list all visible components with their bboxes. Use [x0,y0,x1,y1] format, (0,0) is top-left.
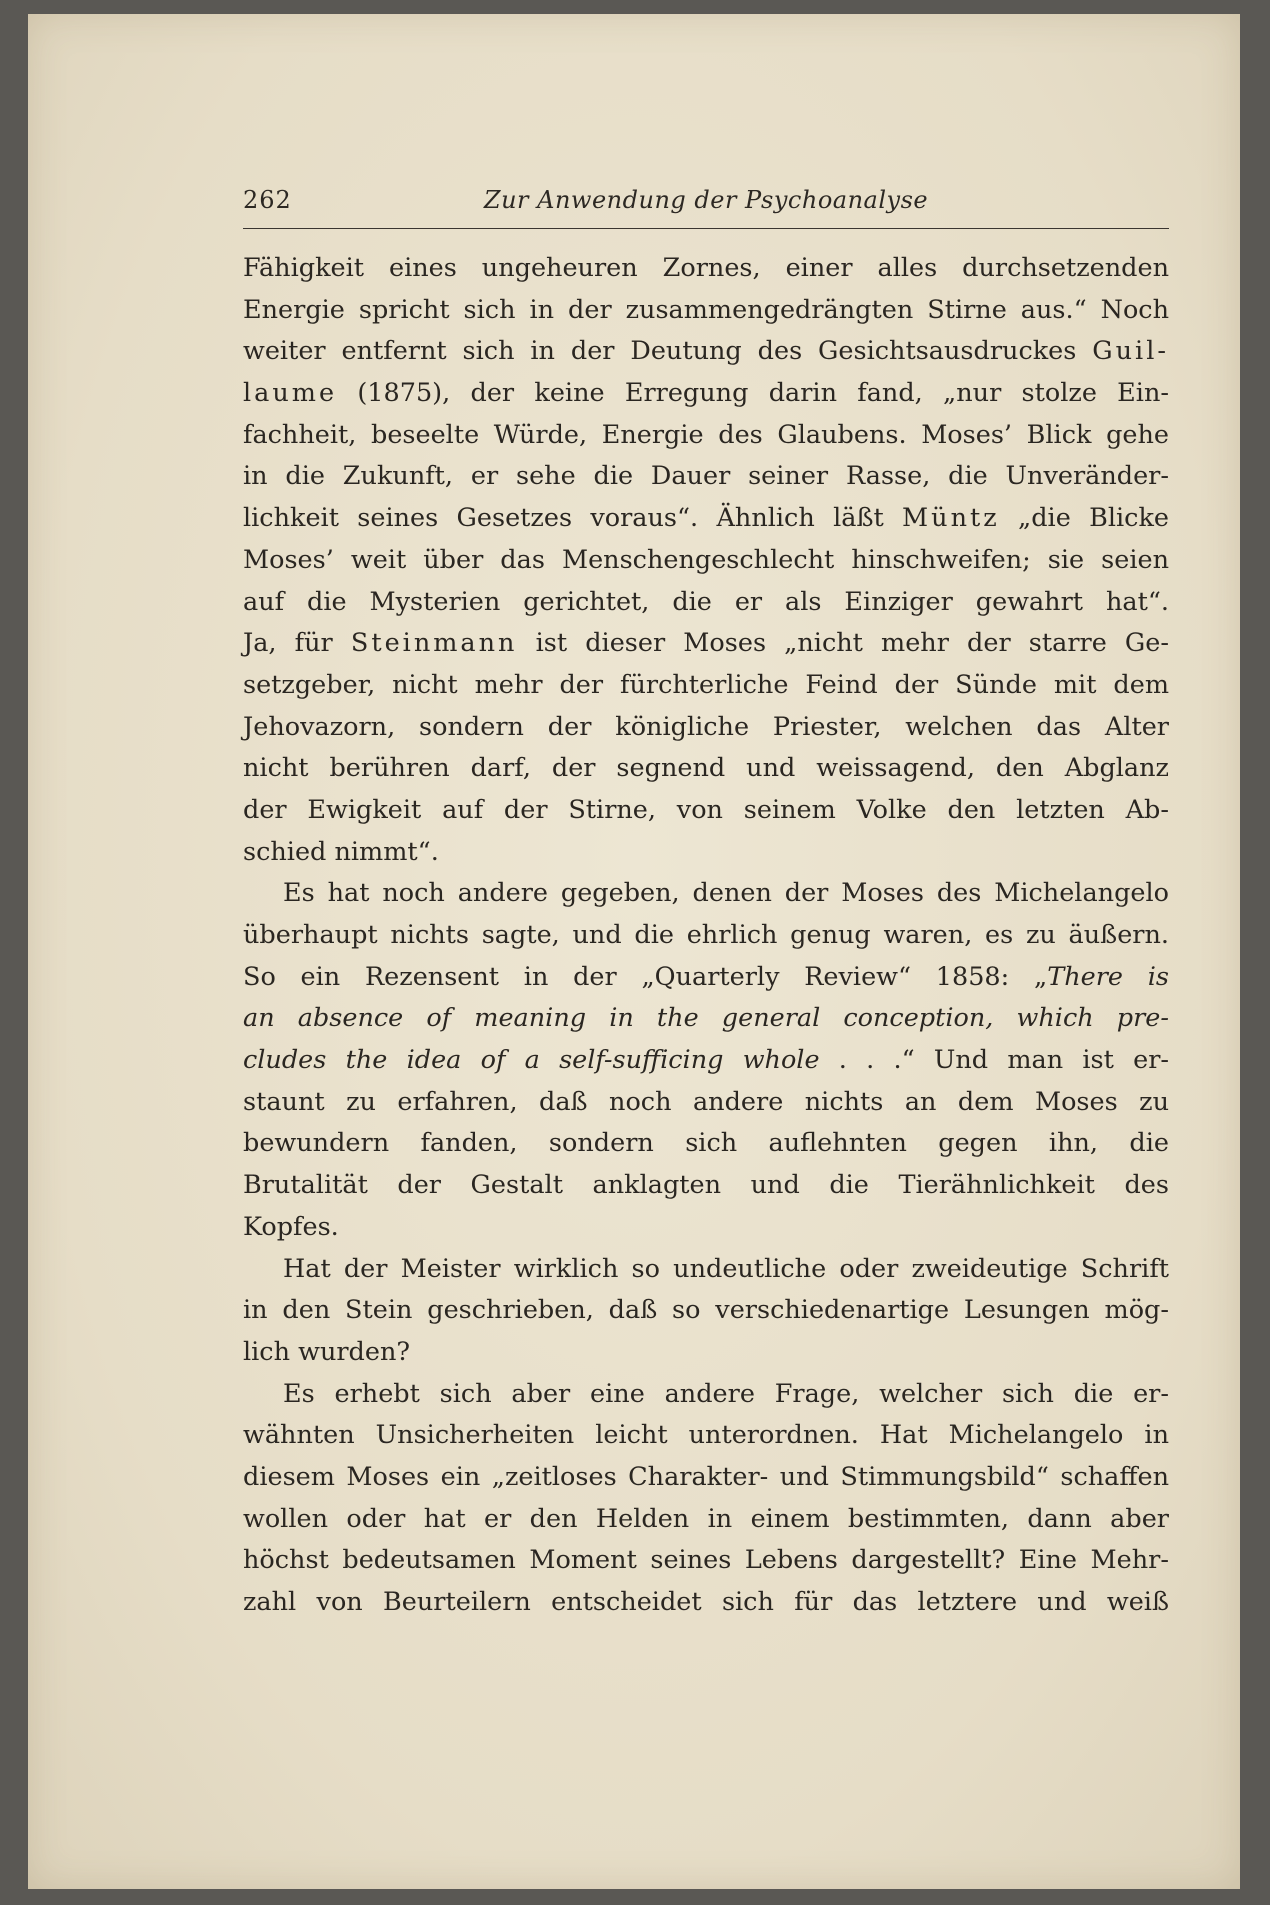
text-line [243,1540,1169,1582]
text-segment: Brutalität der Gestalt anklagten und die Tierähnlichkeit des [243,1170,1169,1201]
text-line [243,290,1169,332]
text-line [243,248,1169,290]
text-segment: „die Blicke [999,503,1169,534]
text-line [243,498,1169,540]
text-segment: Energie spricht sich in der zusammengedrängten Stirne aus.“ Noch [243,294,1169,325]
text-segment: Jehovazorn, sondern der königliche Priester, welchen das Alter [243,711,1169,742]
text-segment: Ja, für [243,628,351,659]
text-line [243,790,1169,832]
spaced-name-segment: Steinmann [350,628,518,659]
text-segment: fachheit, beseelte Würde, Energie des Glaubens. Moses’ Blick gehe [243,419,1169,450]
text-segment: höchst bedeutsamen Moment seines Lebens dargestellt? Eine Mehr- [243,1545,1169,1576]
text-line [243,832,1169,874]
text-line [243,540,1169,582]
text-segment: So ein Rezensent in der „Quarterly Review“ 1858: „ [243,961,1048,992]
text-line [243,1374,1169,1416]
text-line [243,915,1169,957]
text-line [243,456,1169,498]
text-segment: Moses’ weit über das Menschengeschlecht hinschweifen; sie seien [243,544,1169,575]
text-line [243,1082,1169,1124]
text-segment: lich wurden? [243,1336,411,1367]
text-segment: in die Zukunft, er sehe die Dauer seiner Rasse, die Unveränder- [243,461,1169,492]
text-segment: Es erhebt sich aber eine andere Frage, welcher sich die er- [283,1378,1169,1409]
text-line [243,373,1169,415]
text-segment: Fähigkeit eines ungeheuren Zornes, einer alles durchsetzenden [243,253,1169,283]
text-line [243,331,1169,373]
text-segment: lichkeit seines Gesetzes voraus“. Ähnlich läßt [243,503,903,534]
italic-text-segment: an absence of meaning in the general conception, which pre- [243,1003,1169,1034]
text-segment: zahl von Beurteilern entscheidet sich für das letztere und weiß [243,1587,1169,1617]
text-line [243,957,1169,999]
spaced-name-segment: laume [243,378,338,409]
text-segment: bewundern fanden, sondern sich auflehnten gegen ihn, die [243,1128,1169,1159]
text-line [243,1415,1169,1457]
spaced-name-segment: Guil- [1092,336,1169,367]
text-segment: wähnten Unsicherheiten leicht unterordnen. Hat Michelangelo in [243,1420,1169,1451]
text-segment: ist dieser Moses „nicht mehr der starre Ge- [517,628,1170,659]
text-segment: überhaupt nichts sagte, und die ehrlich genug waren, es zu äußern. [243,920,1169,950]
text-line [243,1123,1169,1165]
text-line [243,1582,1169,1624]
text-segment: auf die Mysterien gerichtet, die er als Einziger gewahrt hat“. [243,586,1169,617]
text-segment: in den Stein geschrieben, daß so verschiedenartige Lesungen mög- [243,1295,1169,1326]
italic-text-segment: There is [1047,961,1169,992]
text-line [243,873,1169,915]
text-segment: staunt zu erfahren, daß noch andere nichts an dem Moses zu [243,1086,1169,1117]
text-line [243,1207,1169,1249]
text-line [243,1040,1169,1082]
text-line [243,1457,1169,1499]
spaced-name-segment: Müntz [902,503,1000,534]
text-line [243,1332,1169,1374]
italic-text-segment: cludes the idea of a self-sufficing whole [243,1045,820,1076]
text-segment: nicht berühren darf, der segnend und weissagend, den Abglanz [243,753,1169,784]
running-title: Zur Anwendung der Psychoanalyse [483,186,929,214]
text-segment: . . .“ Und man ist er- [819,1045,1170,1076]
text-line [243,1165,1169,1207]
text-segment: (1875), der keine Erregung darin fand, „nur stolze Ein- [337,378,1169,409]
text-segment: Es hat noch andere gegeben, denen der Moses des Michelangelo [283,878,1169,909]
text-line [243,582,1169,624]
text-line [243,1290,1169,1332]
text-line [243,665,1169,707]
text-segment: wollen oder hat er den Helden in einem bestimmten, dann aber [243,1503,1169,1534]
text-segment: der Ewigkeit auf der Stirne, von seinem Volke den letzten Ab- [243,794,1169,825]
text-line [243,707,1169,749]
body-text [243,248,1169,1624]
text-line [243,1499,1169,1541]
text-segment: schied nimmt“. [243,836,439,867]
text-line [243,748,1169,790]
text-line [243,1249,1169,1291]
text-segment: Hat der Meister wirklich so undeutliche oder zweideutige Schrift [283,1253,1169,1284]
page-header [243,180,1169,229]
page-number: 262 [243,186,292,214]
text-line [243,415,1169,457]
text-segment: Kopfes. [243,1211,339,1242]
text-line [243,998,1169,1040]
text-segment: diesem Moses ein „zeitloses Charakter- und Stimmungsbild“ schaffen [243,1461,1169,1492]
text-segment: weiter entfernt sich in der Deutung des Gesichtsausdruckes [243,336,1093,367]
text-segment: setzgeber, nicht mehr der fürchterliche Feind der Sünde mit dem [243,669,1169,700]
text-line [243,623,1169,665]
